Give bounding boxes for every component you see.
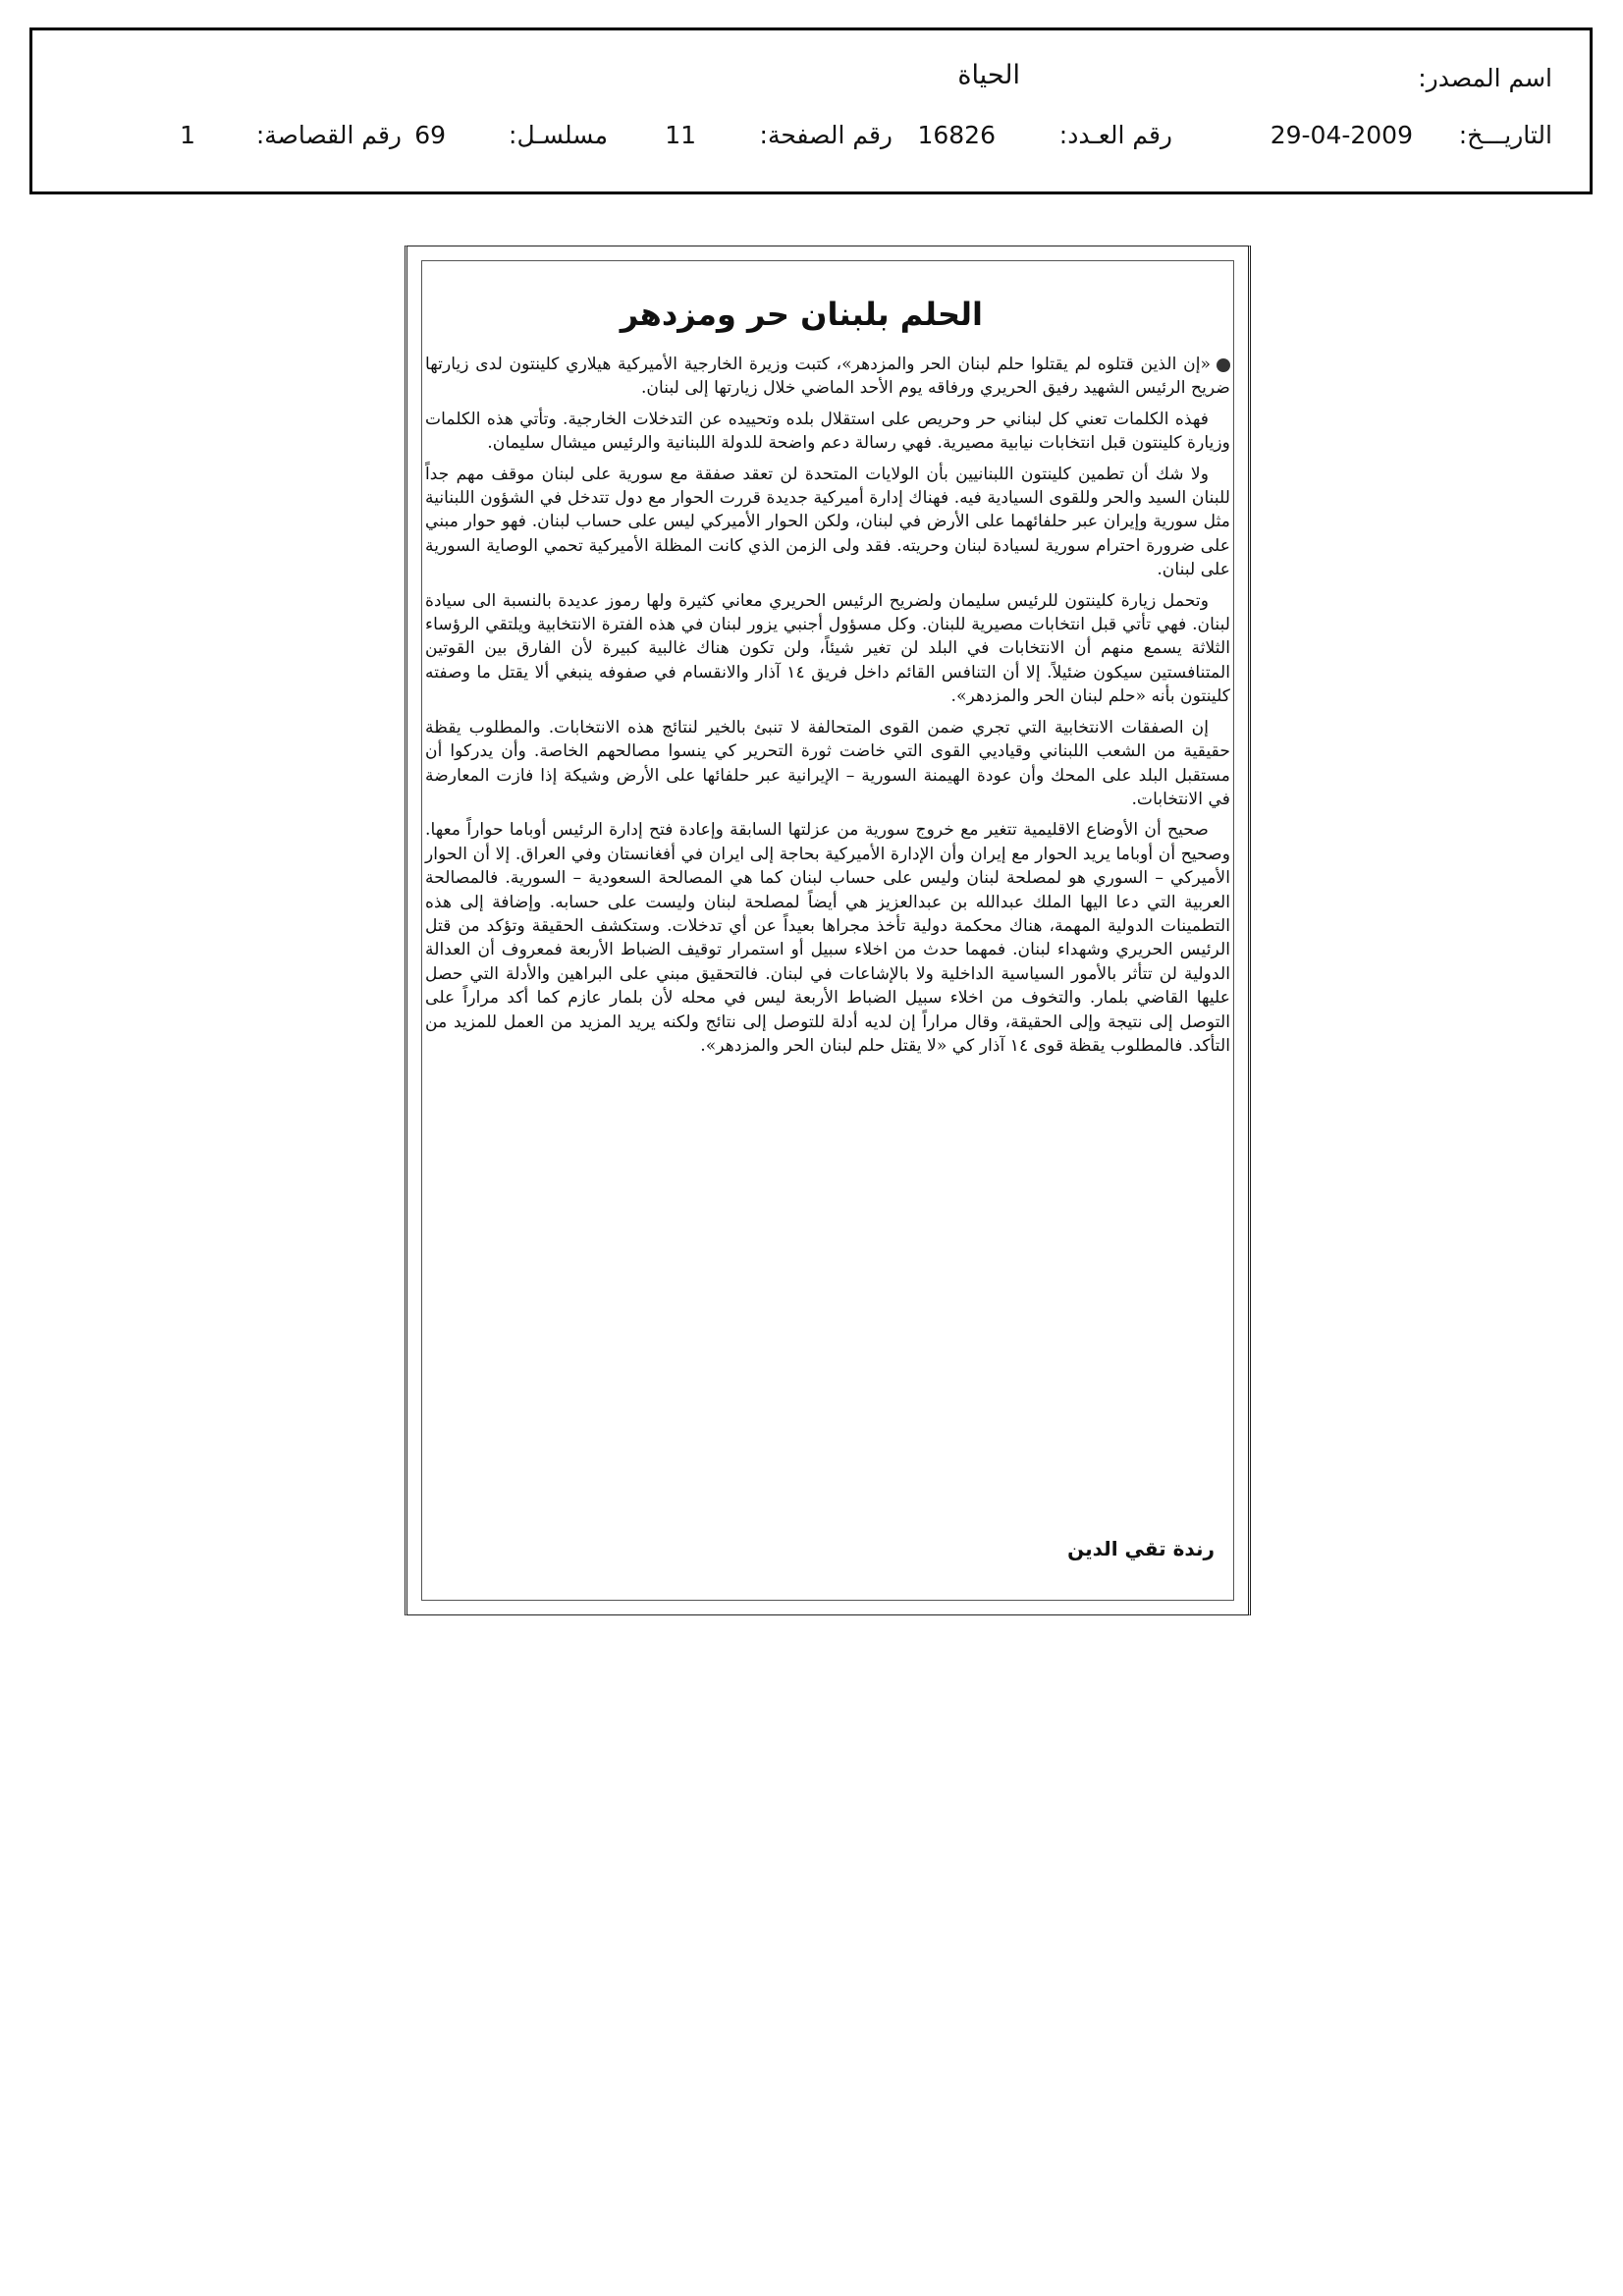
issue-label: رقم العـدد: [1058, 121, 1172, 149]
paragraph-text: «إن الذين قتلوه لم يقتلوا حلم لبنان الحر والمزدهر»، كتبت وزيرة الخارجية الأميركية هيلاري كلينتون لدى زيارتها ضريح الرئيس الشهيد رفيق الحريري ورفاقه يوم الأحد الماضي خلال زيارتها إلى لبنان. [425, 355, 1230, 399]
clip-number-label: رقم القصاصة: [255, 121, 402, 149]
bullet-icon [1217, 358, 1230, 372]
serial-label: مسلسـل: [509, 121, 608, 149]
source-header-box [29, 27, 1593, 194]
article-paragraph [425, 353, 1230, 401]
date-label: التاريـــخ: [1458, 121, 1552, 149]
issue-value: 16826 [917, 121, 996, 149]
article-author: رندة تقي الدين [1067, 1537, 1215, 1560]
article-body [425, 353, 1230, 1065]
article-paragraph: إن الصفقات الانتخابية التي تجري ضمن القوى المتحالفة لا تنبئ بالخير لنتائج هذه الانتخابات. والمطلوب يقظة حقيقية من الشعب اللبناني وقياديي القوى التي خاضت ثورة التحرير كي ينسوا مصالحهم الخاصة. وأن يدركوا أن مستقبل البلد على المحك وأن عودة الهيمنة السورية – الإيرانية عبر حلفائها على الأرض وشيكة إذا فازت المعارضة في الانتخابات. [425, 717, 1230, 809]
article-paragraph: فهذه الكلمات تعني كل لبناني حر وحريص على استقلال بلده وتحييده عن التدخلات الخارجية. وتأتي هذه الكلمات وزيارة كلينتون قبل انتخابات نيابية مصيرية. فهي رسالة دعم واضحة للدولة اللبنانية والرئيس ميشال سليمان. [425, 409, 1230, 454]
serial-value: 69 [414, 121, 446, 149]
clip-number-value: 1 [180, 121, 195, 149]
article-paragraph: ولا شك أن تطمين كلينتون اللبنانيين بأن الولايات المتحدة لن تعقد صفقة مع سورية على لبنان موقف مهم جداً للبنان السيد والحر وللقوى السيادية فيه. فهناك إدارة أميركية جديدة قررت الحوار مع دول تتدخل في الشؤون اللبنانية مثل سورية وإيران عبر حلفائهما على الأرض في لبنان، ولكن الحوار الأميركي ليس على حساب لبنان. فهو حوار مبني على ضرورة احترام سورية لسيادة لبنان وحريته. فقد ولى الزمن الذي كانت المظلة الأميركية تحمي الوصاية السورية على لبنان. [425, 464, 1230, 580]
newspaper-clipping [405, 246, 1251, 1615]
article-title: الحلم بلبنان حر ومزدهر [620, 296, 983, 333]
source-label: اسم المصدر: [1418, 64, 1552, 92]
page-value: 11 [665, 121, 696, 149]
page-label: رقم الصفحة: [759, 121, 893, 149]
article-paragraph: صحيح أن الأوضاع الاقليمية تتغير مع خروج سورية من عزلتها السابقة وإعادة فتح إدارة الرئيس أوباما حواراً معها. وصحيح أن أوباما يريد الحوار مع إيران وأن الإدارة الأميركية بحاجة إلى ايران في أفغانستان وفي العراق. إلا أن الحوار الأميركي – السوري هو لمصلحة لبنان وليس على حساب لبنان كما هي المصالحة السعودية – السورية. فالمصالحة العربية التي دعا اليها الملك عبدالله بن عبدالعزيز هي أيضاً لمصلحة لبنان وليست على حسابه. وإضافة إلى هذه التطمينات الدولية المهمة، هناك محكمة دولية تأخذ مجراها بعيداً عن أي تدخلات. وستكشف الحقيقة وتؤكد من قتل الرئيس الحريري وشهداء لبنان. فمهما حدث من اخلاء سبيل أو استمرار توقيف الضباط الأربعة فمعروف أن العدالة الدولية لن تتأثر بالأمور السياسية الداخلية ولا بالإشاعات في لبنان. فالتحقيق مبني على البراهين والأدلة التي حصل عليها القاضي بلمار. والتخوف من اخلاء سبيل الضباط الأربعة ليس في محله لأن بلمار عازم كما أكد مراراً على التوصل إلى نتيجة وإلى الحقيقة، وقال مراراً إن لديه أدلة للتوصل إلى نتائج ولكنه يريد المزيد من العمل للمزيد من التأكد. فالمطلوب يقظة قوى ١٤ آذار كي «لا يقتل حلم لبنان الحر والمزدهر». [425, 820, 1230, 1056]
date-value: 29-04-2009 [1270, 121, 1413, 149]
article-paragraph: وتحمل زيارة كلينتون للرئيس سليمان ولضريح الرئيس الحريري معاني كثيرة ولها رموز عديدة بالنسبة الى سيادة لبنان. فهي تأتي قبل انتخابات مصيرية للبنان. وكل مسؤول أجنبي يزور لبنان في هذه الفترة الانتخابية ويلتقي الرؤساء الثلاثة يسمع منهم أن الانتخابات في البلد لن تغير شيئاً، ولن تكون هناك غالبية كبيرة لأن الفارق بين القوتين المتنافستين سيكون ضئيلاً. إلا أن التنافس القائم داخل فريق ١٤ آذار والانقسام في صفوفه ينبغي ألا يقتل ما وصفته كلينتون بأنه «حلم لبنان الحر والمزدهر». [425, 590, 1230, 707]
source-value: الحياة [957, 60, 1020, 90]
